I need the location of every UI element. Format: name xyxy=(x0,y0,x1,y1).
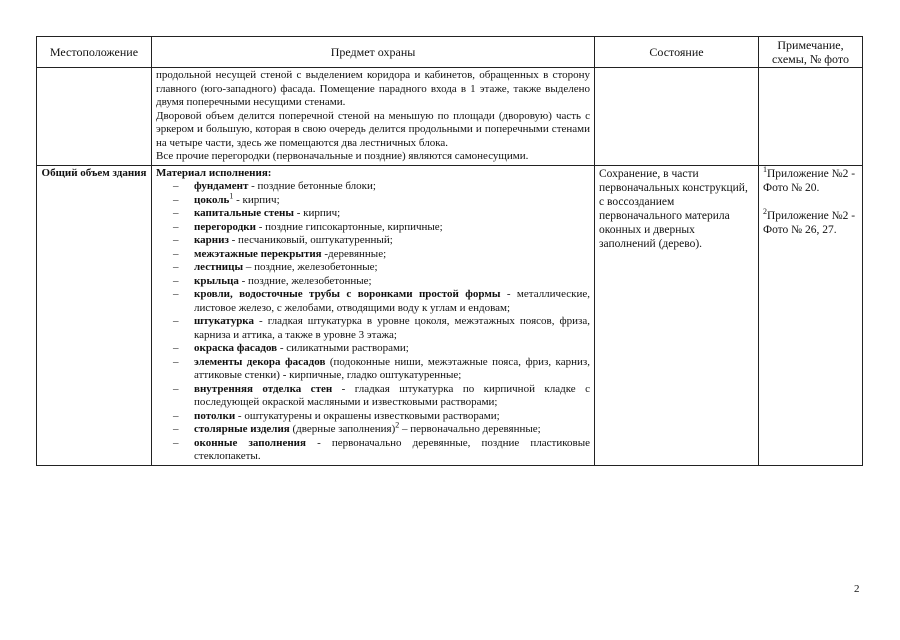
cell-condition-general: Сохранение, в части первоначальных конструкций, с воссозданием первоначального материла оконных и дверных заполнений (дерево). xyxy=(595,165,759,465)
material-item xyxy=(173,207,590,221)
material-desc: (подоконные ниши, межэтажные пояса, фриз, карниз, аттиковые стенки) - кирпичные, гладко оштукатуренные; xyxy=(194,355,590,381)
page-number: 2 xyxy=(854,583,860,595)
material-desc: – первоначально деревянные; xyxy=(399,423,541,435)
cell-location-general: Общий объем здания xyxy=(37,165,152,465)
header-note xyxy=(759,37,863,68)
cell-note-empty xyxy=(759,68,863,166)
dash-bullet: – xyxy=(173,193,179,206)
material-desc: - кирпич; xyxy=(233,193,280,206)
material-item xyxy=(173,437,590,464)
material-desc: - поздние бетонные блоки; xyxy=(248,180,376,192)
table-row-continued xyxy=(37,68,863,166)
material-term: карниз xyxy=(194,234,229,246)
note-text: Приложение №2 - Фото № 26, 27. xyxy=(763,209,856,236)
dash-bullet: – xyxy=(173,382,179,395)
material-term: окраска фасадов xyxy=(194,342,278,354)
material-term: кровли, водосточные трубы с воронками простой формы xyxy=(194,288,501,300)
material-item xyxy=(173,315,590,342)
table-row-general-volume xyxy=(37,165,863,465)
footnote-ref: 2 xyxy=(395,420,400,430)
dash-bullet: – xyxy=(173,436,179,449)
note-text: Приложение №2 - Фото № 20. xyxy=(763,167,856,194)
footnote-ref: 1 xyxy=(229,190,234,200)
material-item xyxy=(173,190,590,208)
material-term: внутренняя отделка стен xyxy=(194,382,333,395)
material-item xyxy=(173,234,590,248)
dash-bullet: – xyxy=(173,274,179,287)
material-term: лестницы xyxy=(194,261,244,273)
material-term: крыльца xyxy=(194,274,239,287)
cell-location-empty xyxy=(37,68,152,166)
material-term: цоколь xyxy=(194,193,230,206)
materials-list xyxy=(156,180,590,464)
dash-bullet: – xyxy=(173,423,179,435)
material-term: оконные заполнения xyxy=(194,436,306,449)
dash-bullet: – xyxy=(173,207,179,219)
header-subject: Предмет охраны xyxy=(152,37,595,68)
note-item xyxy=(763,206,858,237)
material-desc: – поздние, железобетонные; xyxy=(243,261,378,273)
dash-bullet: – xyxy=(173,342,179,354)
material-item xyxy=(173,420,590,437)
dash-bullet: – xyxy=(173,355,179,368)
header-condition: Состояние xyxy=(595,37,759,68)
material-item xyxy=(173,342,590,356)
material-desc: - металлические, листовое железо, с желобами, отводящими воду к углам и ендовам; xyxy=(194,288,590,314)
material-item xyxy=(173,383,590,410)
material-term: фундамент xyxy=(194,180,249,192)
header-note-line1: Примечание, xyxy=(777,38,844,52)
note-number: 1 xyxy=(763,164,767,174)
material-term: столярные изделия xyxy=(194,423,290,435)
material-item xyxy=(173,275,590,289)
material-desc: - кирпич; xyxy=(293,207,341,219)
materials-title: Материал исполнения: xyxy=(156,166,272,179)
dash-bullet: – xyxy=(173,247,179,260)
dash-bullet: – xyxy=(173,409,179,422)
header-note-line2: схемы, № фото xyxy=(771,52,849,66)
dash-bullet: – xyxy=(173,261,179,273)
material-desc: - поздние, железобетонные; xyxy=(238,274,372,287)
material-desc: - поздние гипсокартонные, кирпичные; xyxy=(255,220,443,233)
dash-bullet: – xyxy=(173,288,179,300)
dash-bullet: – xyxy=(173,234,179,246)
material-term: перегородки xyxy=(194,220,256,233)
note-number: 2 xyxy=(763,206,767,216)
protection-subject-table xyxy=(36,36,863,466)
material-term: потолки xyxy=(194,409,236,422)
material-item xyxy=(173,288,590,315)
material-term: штукатурка xyxy=(194,315,254,327)
material-item xyxy=(173,410,590,424)
material-item xyxy=(173,261,590,275)
material-desc: - гладкая штукатурка по кирпичной кладке с последующей окраской масляными и известковыми растворами; xyxy=(194,382,590,408)
dash-bullet: – xyxy=(173,315,179,327)
material-desc: - первоначально деревянные, поздние пластиковые стеклопакеты. xyxy=(194,436,590,462)
material-item xyxy=(173,356,590,383)
material-desc: - песчаниковый, оштукатуренный; xyxy=(228,234,393,246)
cell-notes-general xyxy=(759,165,863,465)
note-item xyxy=(763,164,858,195)
material-desc: -деревянные; xyxy=(321,247,387,260)
material-desc: - оштукатурены и окрашены известковыми растворами; xyxy=(235,409,500,422)
table-header-row xyxy=(37,37,863,68)
material-item xyxy=(173,248,590,262)
material-desc: - гладкая штукатурка в уровне цоколя, межэтажных поясов, фриза, карниза и аттика, а также в уровне 3 этажа; xyxy=(194,315,590,341)
material-term: элементы декора фасадов xyxy=(194,355,326,368)
material-term: капитальные стены xyxy=(194,207,294,219)
cell-condition-empty xyxy=(595,68,759,166)
cell-continued-text xyxy=(152,68,595,166)
dash-bullet: – xyxy=(173,180,179,192)
continued-paragraph: Дворовой объем делится поперечной стеной на меньшую по площади (дворовую) часть с эркером и большую, которая в свою очередь делится продольными и поперечными стенами на четыре части, здесь же помещаются два лестничных блока. xyxy=(156,109,590,149)
continued-paragraph: Все прочие перегородки (первоначальные и поздние) являются самонесущими. xyxy=(156,150,529,162)
cell-materials xyxy=(152,165,595,465)
dash-bullet: – xyxy=(173,220,179,233)
material-term: межэтажные перекрытия xyxy=(194,247,322,260)
material-desc: - силикатными растворами; xyxy=(277,342,409,354)
material-desc: (дверные заполнения) xyxy=(289,423,396,435)
header-location: Местоположение xyxy=(37,37,152,68)
material-item xyxy=(173,180,590,194)
continued-paragraph: продольной несущей стеной с выделением коридора и кабинетов, обращенных в сторону главного (юго-западного) фасада. Помещение парадного входа в 1 этаже, также выделено двумя поперечными несущими стенами. xyxy=(156,69,590,108)
material-item xyxy=(173,221,590,235)
